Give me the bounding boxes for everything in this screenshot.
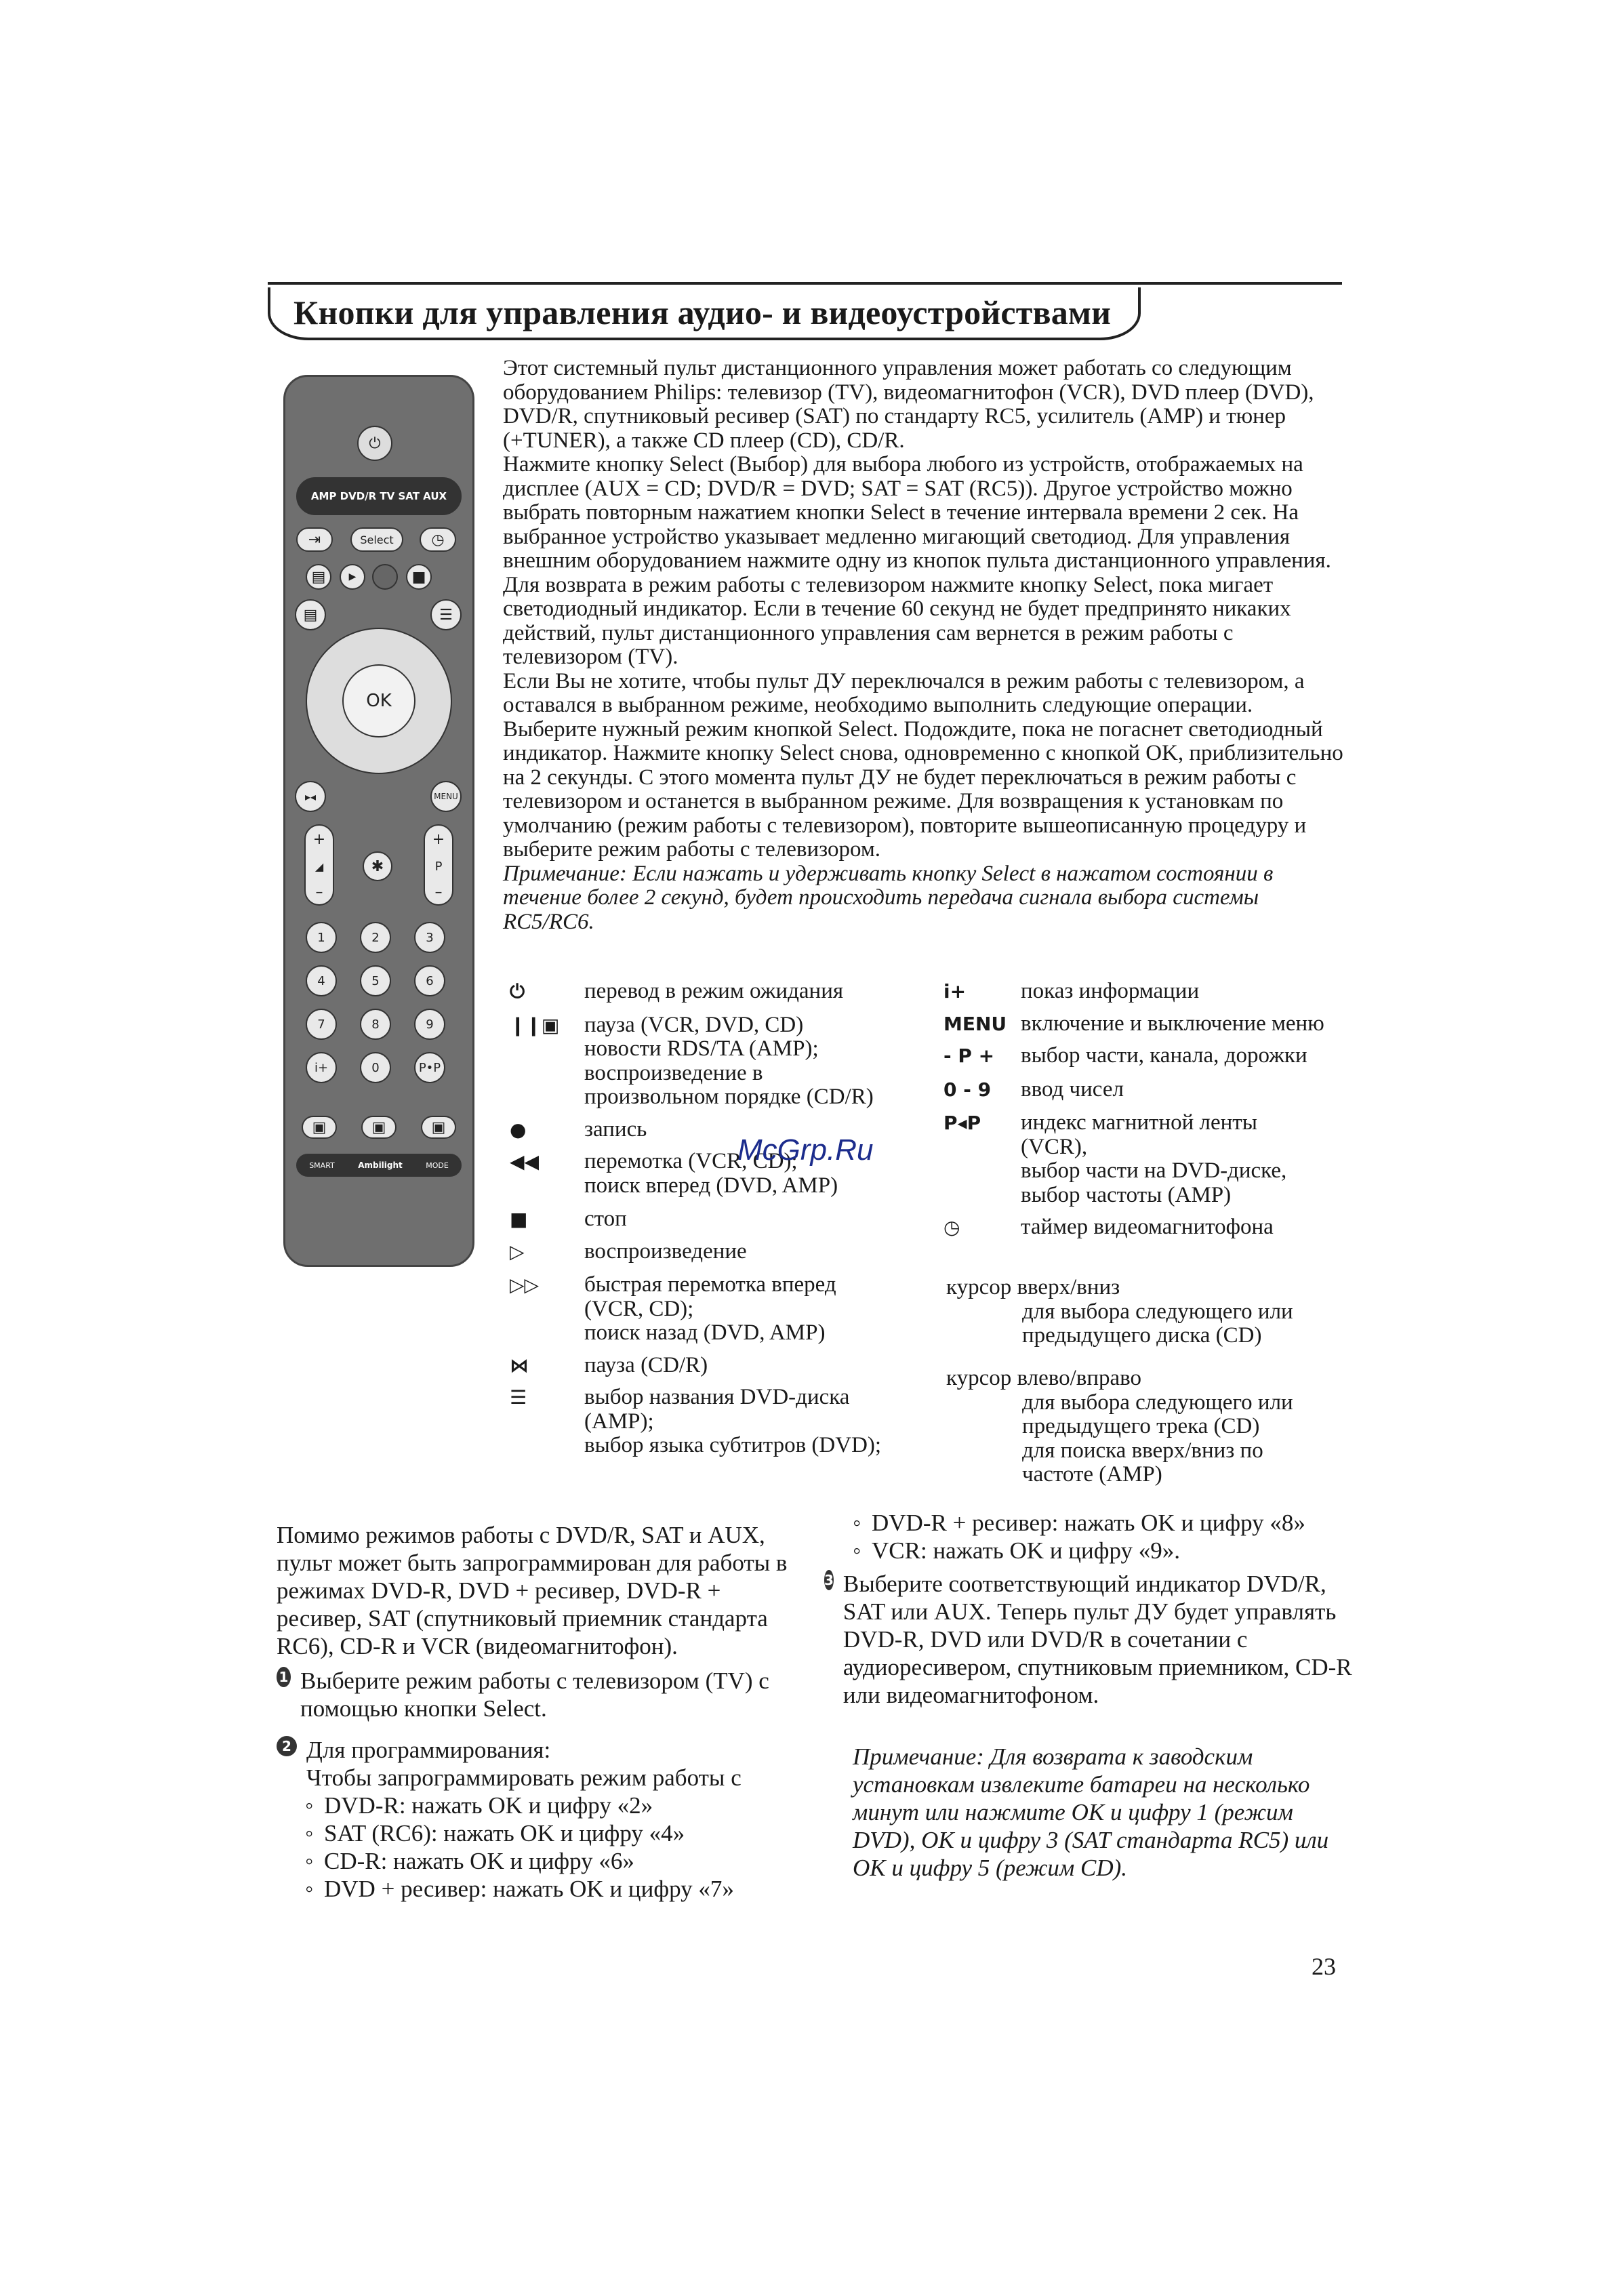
intro-paragraph-3: Если Вы не хотите, чтобы пульт ДУ переключался в режим работы с телевизором, а оставался в выбранном режиме, необходимо выполнить следующие операции. Выберите нужный режим кнопкой Select. Подождите, пока не погаснет светодиодный индикатор. Нажмите кнопку Select снова, одновременно с кнопкой OK, приблизительно на 2 секунды. С этого момента пульт ДУ не будет переключаться в режим работы с телевизором и останется в выбранном режиме. Для возвращения к установкам по умолчанию (режим работы с телевизором), повторите вышеописанную процедуру и выберите режим работы с телевизором.	[503, 668, 1343, 862]
volume-icon: ◢	[314, 860, 324, 873]
program-rocker	[424, 824, 453, 906]
legend-line: выбор языка субтитров (DVD);	[584, 1433, 882, 1457]
program-minus-label: –	[434, 883, 443, 901]
legend-description	[584, 1273, 836, 1346]
legend-line: поиск вперед (DVD, AMP)	[584, 1173, 838, 1198]
ok-button: OK	[342, 664, 415, 738]
legend-right-column	[943, 979, 1350, 1248]
timer-icon: ◷	[943, 1216, 960, 1238]
page-number: 23	[1312, 1953, 1336, 1980]
cursor-left-right-line-2: предыдущего трека (CD)	[1022, 1414, 1260, 1438]
step-1-number-icon: 1	[277, 1667, 291, 1687]
cursor-left-right-line-4: частоте (AMP)	[1022, 1462, 1162, 1487]
step-2-number-icon: 2	[277, 1736, 297, 1756]
legend-description	[584, 1354, 708, 1378]
stop-button-icon: ■	[406, 564, 432, 590]
cursor-up-down-line-2: предыдущего диска (CD)	[1022, 1323, 1262, 1348]
rewind-button-icon: ▤	[306, 564, 331, 590]
ambilight-bar	[296, 1154, 462, 1177]
legend-row	[943, 1078, 1350, 1102]
list-item	[305, 1792, 805, 1819]
list-item-text: DVD-R: нажать OK и цифру «2»	[324, 1792, 653, 1819]
legend-row	[510, 1273, 930, 1346]
bullet-icon: ◦	[305, 1848, 314, 1874]
format-button-icon: ▣	[302, 1116, 337, 1139]
watermark: McGrp.Ru	[737, 1133, 874, 1167]
bottom-left-text	[277, 1521, 805, 1903]
cursor-left-right-line-1: для выбора следующего или	[1022, 1390, 1293, 1415]
legend-description	[584, 1240, 747, 1264]
digits-label: 0 - 9	[943, 1078, 992, 1101]
bullet-icon: ◦	[305, 1820, 314, 1846]
legend-line: пауза (CD/R)	[584, 1352, 708, 1377]
digit-key: 8	[360, 1009, 391, 1040]
step-3-number-icon: 3	[824, 1570, 834, 1590]
legend-line: показ информации	[1021, 979, 1200, 1003]
list-item	[305, 1819, 805, 1847]
legend-description	[584, 1207, 627, 1232]
factory-reset-note: Примечание: Для возврата к заводским установкам извлеките батареи на несколько минут или нажмите OK и цифру 1 (режим DVD), OK и цифру 3 (SAT стандарта RC5) или OK и цифру 5 (режим CD).	[853, 1743, 1329, 1881]
digit-key: 2	[360, 922, 391, 953]
legend-line: выбор частоты (AMP)	[1021, 1182, 1232, 1207]
info-icon: i+	[943, 980, 967, 1003]
teletext-button-icon: ▤	[295, 599, 326, 630]
p-plus-minus-label: - P +	[943, 1045, 995, 1067]
legend-line: произвольном порядке (CD/R)	[584, 1085, 874, 1109]
legend-row	[510, 1013, 930, 1110]
intro-paragraph-1: Этот системный пульт дистанционного управления может работать со следующим оборудованием Philips: телевизор (TV), видеомагнитофон (VCR), DVD плеер (DVD), DVD/R, спутниковый ресивер (SAT) по стандарту RC5, усилитель (AMP) и тюнер (+TUNER), а также CD плеер (CD), CD/R.	[503, 356, 1314, 453]
list-item-text: DVD + ресивер: нажать OK и цифру «7»	[324, 1876, 734, 1902]
legend-line: выбор части на DVD-диске,	[1021, 1158, 1287, 1183]
cursor-up-down-label: курсор вверх/вниз	[946, 1275, 1120, 1299]
legend-line: (VCR, CD);	[584, 1296, 694, 1321]
remote-control-illustration	[283, 375, 474, 1267]
smart-button-label: SMART	[309, 1160, 335, 1170]
fast-forward-icon: ▷▷	[510, 1274, 540, 1296]
power-icon: ⏻	[510, 980, 525, 1003]
volume-plus-label: +	[312, 830, 326, 848]
legend-description	[1021, 979, 1199, 1004]
bullet-icon: ◦	[305, 1876, 314, 1902]
legend-row	[943, 1111, 1350, 1207]
mode-button-label: MODE	[426, 1160, 449, 1170]
list-item	[305, 1875, 805, 1903]
rewind-icon: ◀◀	[510, 1150, 540, 1173]
legend-description	[584, 979, 843, 1004]
legend-description	[1021, 1044, 1307, 1068]
digit-key: 4	[306, 965, 337, 996]
digit-key: 6	[414, 965, 445, 996]
legend-line: ввод чисел	[1021, 1076, 1124, 1102]
program-plus-label: +	[432, 830, 445, 848]
legend-line: воспроизведение	[584, 1238, 747, 1264]
info-button-icon: ☰	[430, 599, 462, 630]
device-buttons-label: AMP DVD/R TV SAT AUX	[310, 490, 447, 502]
legend-description	[1021, 1012, 1324, 1036]
volume-minus-label: –	[315, 883, 323, 901]
av-button-icon: ⇥	[296, 527, 333, 552]
program-p-label: P	[434, 859, 443, 874]
intro-paragraph-2: Нажмите кнопку Select (Выбор) для выбора любого из устройств, отображаемых на дисплее (AUX = CD; DVD/R = DVD; SAT = SAT (RC5)). Другое устройство можно выбрать повторным нажатием кнопки Select в течение интервала времени 2 сек. На выбранное устройство указывает медленно мигающий светодиод. Для управления внешним оборудованием нажмите одну из кнопок пульта дистанционного управления. Для возврата в режим работы с телевизором нажмите кнопку Select, пока мигает светодиодный индикатор. Если в течение 60 секунд не будет предпринято никаких действий, пульт дистанционного управления сам вернется в режим работы с телевизором (TV).	[503, 452, 1331, 669]
pause-icon: ❙❙▣	[510, 1013, 560, 1036]
step-1-text: Выберите режим работы с телевизором (TV) с помощью кнопки Select.	[300, 1668, 769, 1722]
legend-line: пауза (VCR, DVD, CD)	[584, 1012, 804, 1037]
bullet-icon: ◦	[853, 1537, 861, 1564]
navigation-ring	[306, 628, 452, 774]
legend-row	[510, 1240, 930, 1264]
pause-cdr-icon: ⋈	[510, 1354, 529, 1377]
digit-key: 1	[306, 922, 337, 953]
digit-key: 3	[414, 922, 445, 953]
legend-description	[1021, 1078, 1124, 1102]
cursor-up-down-line-1: для выбора следующего или	[1022, 1299, 1293, 1324]
bullet-icon: ◦	[305, 1792, 314, 1819]
play-icon: ▷	[510, 1240, 525, 1263]
menu-label: MENU	[943, 1012, 1007, 1035]
intro-note: Примечание: Если нажать и удерживать кнопку Select в нажатом состоянии в течение более 2 секунд, будет происходить передача сигнала выбора системы RC5/RC6.	[503, 861, 1274, 934]
digit-key: 5	[360, 965, 391, 996]
device-selector-bar	[296, 477, 462, 515]
legend-description	[1021, 1111, 1286, 1207]
digit-key: i+	[306, 1052, 337, 1083]
legend-line: быстрая перемотка вперед	[584, 1272, 836, 1297]
legend-row	[510, 1386, 930, 1458]
mode-bullet-list-continued	[853, 1509, 1354, 1564]
step-2-subheading: Чтобы запрограммировать режим работы с	[306, 1764, 742, 1791]
intro-text	[503, 357, 1343, 934]
legend-row	[943, 1044, 1350, 1068]
mode-bullet-list	[277, 1792, 805, 1903]
legend-row	[943, 1012, 1350, 1036]
section-title: Кнопки для управления аудио- и видеоустройствами	[293, 294, 1112, 331]
step-3-text: Выберите соответствующий индикатор DVD/R, SAT или AUX. Теперь пульт ДУ будет управлять DVD-R, DVD или DVD/R в сочетании с аудиоресивером, спутниковым приемником, CD-R или видеомагнитофоном.	[843, 1571, 1352, 1708]
timer-button-icon: ◷	[420, 527, 456, 552]
legend-line: (VCR),	[1021, 1134, 1088, 1159]
legend-line: (AMP);	[584, 1409, 654, 1434]
legend-row	[510, 1354, 930, 1378]
digit-key: 9	[414, 1009, 445, 1040]
step-2-heading: Для программирования:	[306, 1737, 551, 1763]
legend-row	[943, 1215, 1350, 1240]
legend-row	[943, 979, 1350, 1004]
legend-description	[584, 1118, 647, 1142]
legend-description	[584, 1386, 881, 1458]
list-item	[305, 1847, 805, 1875]
cursor-left-right-label: курсор влево/вправо	[946, 1366, 1141, 1390]
programming-paragraph: Помимо режимов работы с DVD/R, SAT и AUX, пульт может быть запрограммирован для работы в режимах DVD-R, DVD + ресивер, DVD-R + ресивер, SAT (спутниковый приемник стандарта RC6), CD-R и VCR (видеомагнитофон).	[277, 1522, 788, 1659]
bullet-icon: ◦	[853, 1510, 861, 1536]
legend-description	[1021, 1215, 1274, 1240]
skip-button-icon: ▸◂	[295, 781, 326, 812]
subtitle-icon: ☰	[510, 1386, 527, 1409]
step-3	[824, 1570, 1354, 1709]
header-rule	[268, 282, 1342, 285]
menu-button-icon: MENU	[430, 781, 462, 812]
list-item-text: CD-R: нажать OK и цифру «6»	[324, 1848, 634, 1874]
list-item-text: DVD-R + ресивер: нажать OK и цифру «8»	[872, 1510, 1305, 1536]
stop-icon: ■	[510, 1208, 528, 1230]
cursor-left-right-line-3: для поиска вверх/вниз по	[1022, 1438, 1263, 1463]
list-item-text: SAT (RC6): нажать OK и цифру «4»	[324, 1820, 685, 1846]
legend-row	[510, 1207, 930, 1232]
pp-icon: P◂P	[943, 1112, 981, 1134]
record-button-icon	[372, 564, 398, 590]
record-icon: ●	[510, 1118, 527, 1141]
ambilight-button-label: Ambilight	[358, 1160, 403, 1170]
surround-button-icon: ▣	[361, 1116, 397, 1139]
select-button: Select	[350, 527, 403, 552]
legend-line: перевод в режим ожидания	[584, 979, 844, 1003]
cursor-left-right-block	[946, 1367, 1346, 1487]
mute-button-icon: ✱	[363, 851, 392, 881]
legend-line: выбор названия DVD-диска	[584, 1385, 850, 1409]
digit-key: P•P	[414, 1052, 445, 1083]
legend-line: перемотка (VCR, CD);	[584, 1149, 798, 1173]
legend-description	[584, 1013, 874, 1110]
picture-button-icon: ▣	[421, 1116, 456, 1139]
list-item-text: VCR: нажать OK и цифру «9».	[872, 1537, 1180, 1564]
cursor-up-down-block	[946, 1276, 1346, 1348]
legend-line: поиск назад (DVD, AMP)	[584, 1320, 826, 1345]
step-1	[277, 1667, 805, 1722]
digit-key: 0	[360, 1052, 391, 1083]
legend-line: таймер видеомагнитофона	[1021, 1215, 1274, 1239]
legend-line: индекс магнитной ленты	[1021, 1110, 1257, 1135]
legend-left-column	[510, 979, 930, 1466]
list-item	[853, 1537, 1354, 1564]
legend-line: запись	[584, 1116, 647, 1142]
legend-row	[510, 979, 930, 1004]
legend-line: выбор части, канала, дорожки	[1021, 1043, 1307, 1068]
volume-rocker	[304, 824, 334, 906]
legend-line: включение и выключение меню	[1021, 1011, 1324, 1036]
list-item	[853, 1509, 1354, 1537]
legend-line: воспроизведение в	[584, 1060, 763, 1085]
bottom-right-text	[824, 1509, 1354, 1882]
legend-line: стоп	[584, 1207, 627, 1231]
step-2	[277, 1736, 805, 1792]
section-title-box	[268, 287, 1141, 340]
digit-key: 7	[306, 1009, 337, 1040]
legend-line: новости RDS/TA (AMP);	[584, 1036, 819, 1061]
play-button-icon: ▶	[340, 564, 365, 590]
power-button-icon: ⏻	[357, 426, 392, 461]
